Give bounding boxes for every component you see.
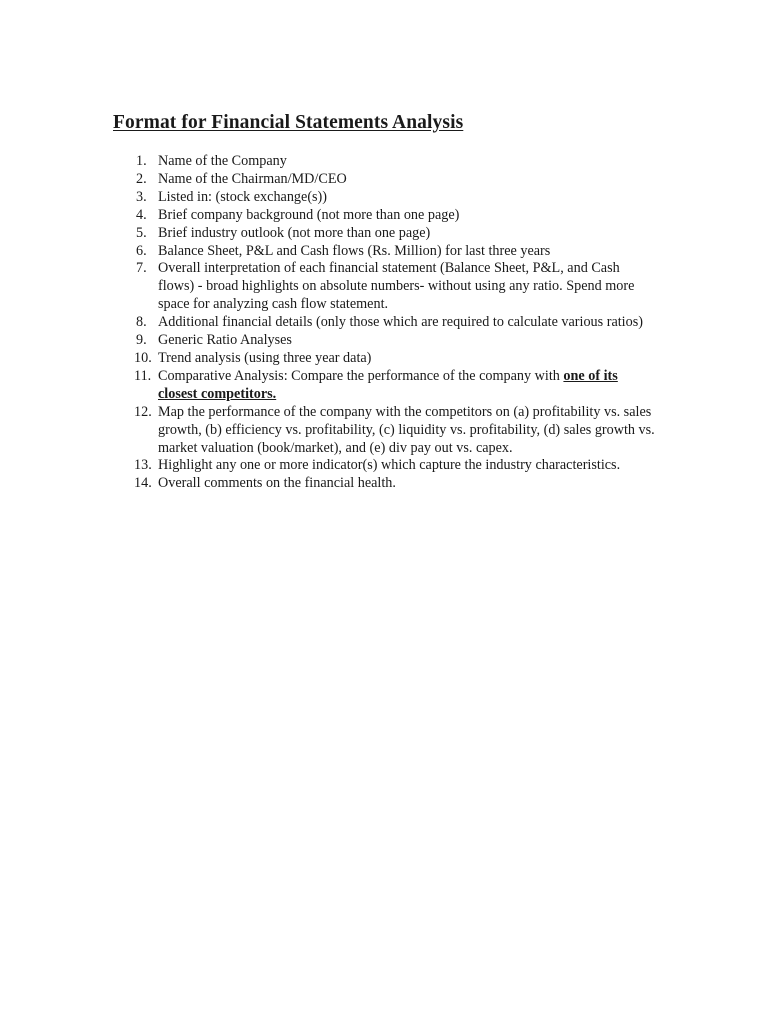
list-item-number: 13. xyxy=(134,457,152,474)
list-item-number: 8. xyxy=(136,314,147,331)
document-title: Format for Financial Statements Analysis xyxy=(113,112,464,133)
list-item-text: Overall interpretation of each financial statement (Balance Sheet, P&L, and Cash flows) - broad highlights on absolute numbers- without using any ratio. Spend more space for analyzing cash flow statement. xyxy=(158,260,635,313)
list-item-text: Brief company background (not more than one page) xyxy=(158,206,460,223)
list-item-text: Additional financial details (only those which are required to calculate various ratios) xyxy=(158,314,643,331)
list-item xyxy=(113,207,658,225)
list-item-text: Name of the Company xyxy=(158,153,287,169)
list-item xyxy=(113,225,658,243)
list-item xyxy=(113,243,658,261)
analysis-format-list xyxy=(113,153,658,493)
list-item xyxy=(113,260,658,314)
emphasized-text: one of its closest competitors. xyxy=(158,367,618,402)
list-item-text: Name of the Chairman/MD/CEO xyxy=(158,170,347,187)
list-item-number: 7. xyxy=(136,260,147,277)
list-item-number: 12. xyxy=(134,403,152,420)
list-item-text: Comparative Analysis: Compare the performance of the company with xyxy=(158,367,564,384)
list-item-text: Highlight any one or more indicator(s) which capture the industry characteristics. xyxy=(158,457,621,474)
list-item-number: 1. xyxy=(136,153,147,169)
list-item xyxy=(113,404,658,458)
list-item xyxy=(113,457,658,475)
list-item-text: Balance Sheet, P&L and Cash flows (Rs. Million) for last three years xyxy=(158,242,551,259)
list-item-text: Trend analysis (using three year data) xyxy=(158,349,372,366)
list-item xyxy=(113,332,658,350)
list-item-text: Overall comments on the financial health. xyxy=(158,475,396,492)
list-item xyxy=(113,171,658,189)
list-item-number: 14. xyxy=(134,475,152,492)
list-item-number: 6. xyxy=(136,242,147,259)
list-item-number: 4. xyxy=(136,206,147,223)
list-item-text: Listed in: (stock exchange(s)) xyxy=(158,188,328,205)
list-item xyxy=(113,189,658,207)
list-item-number: 9. xyxy=(136,332,147,349)
list-item xyxy=(113,475,658,493)
list-item-number: 5. xyxy=(136,224,147,241)
list-item-number: 11. xyxy=(134,367,152,384)
list-item xyxy=(113,368,658,404)
list-item-text: Map the performance of the company with the competitors on (a) profitability vs. sales growth, (b) efficiency vs. profitability, (c) liquidity vs. profitability, (d) sales growth vs. market valuation (book/market), and (e) div pay out vs. capex. xyxy=(158,403,655,456)
list-item-number: 10. xyxy=(134,349,152,366)
list-item-text: Brief industry outlook (not more than one page) xyxy=(158,224,431,241)
list-item xyxy=(113,350,658,368)
list-item xyxy=(113,314,658,332)
list-item-number: 3. xyxy=(136,188,147,205)
list-item xyxy=(113,153,658,171)
list-item-number: 2. xyxy=(136,170,147,187)
list-item-text: Generic Ratio Analyses xyxy=(158,332,292,349)
